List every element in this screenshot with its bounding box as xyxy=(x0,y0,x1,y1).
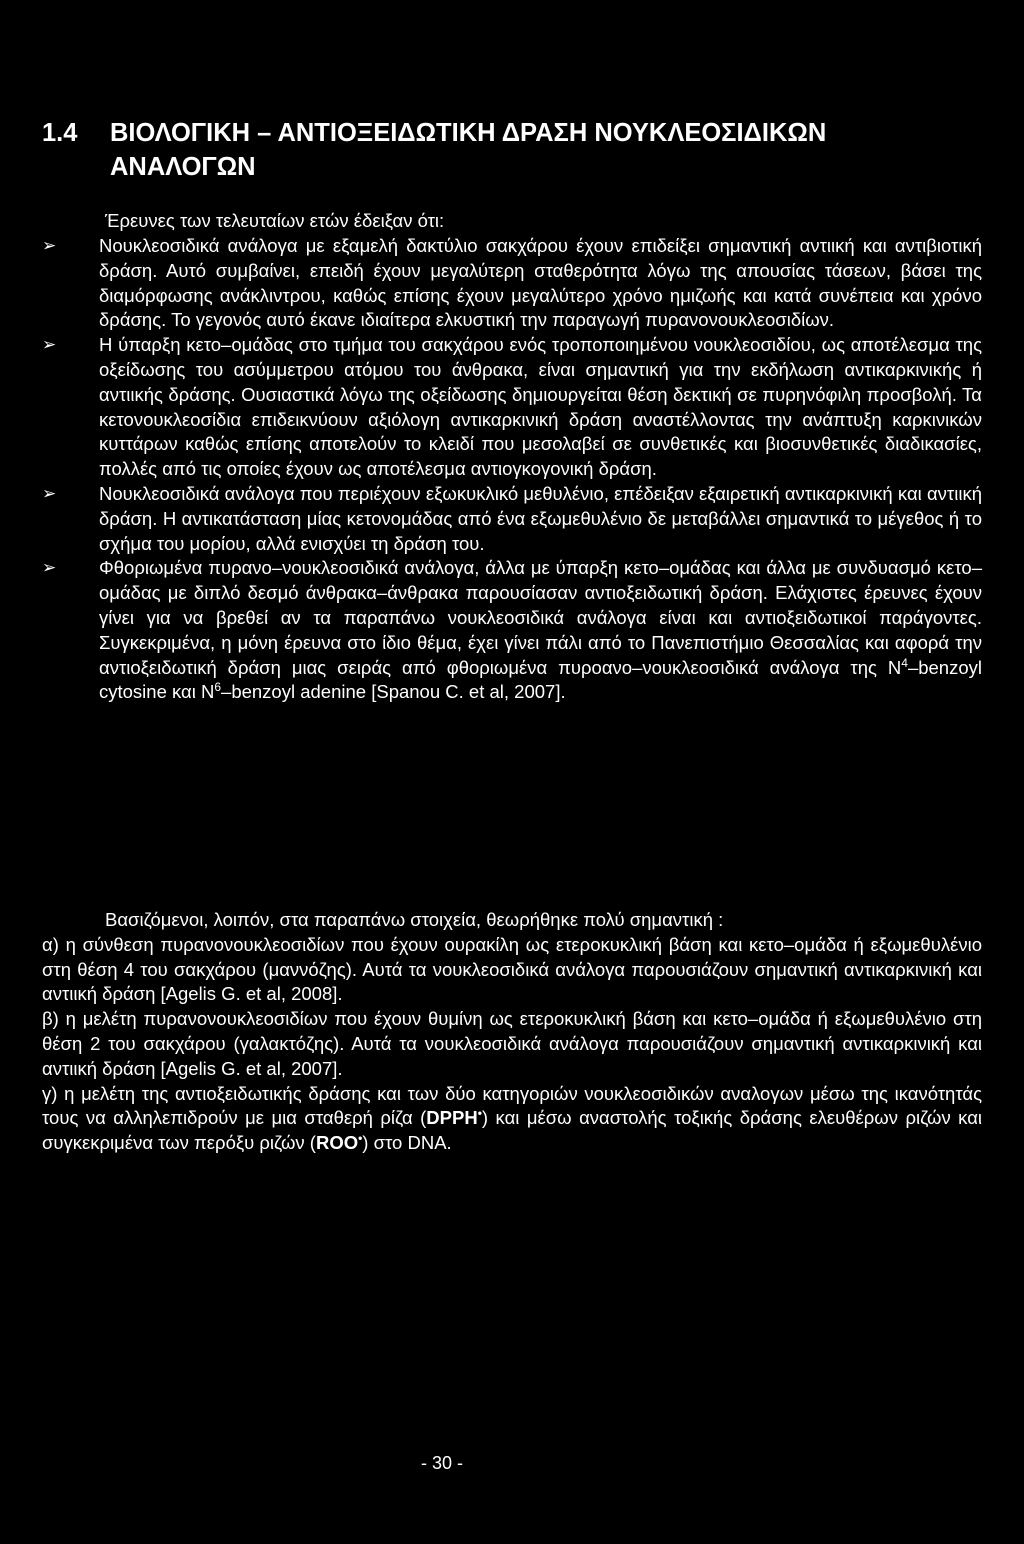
intro-paragraph: Έρευνες των τελευταίων ετών έδειξαν ότι: xyxy=(105,210,445,231)
section-title-line-1: ΒΙΟΛΟΓΙΚΗ – ΑΝΤΙΟΞΕΙΔΩΤΙΚΗ ΔΡΑΣΗ ΝΟΥΚΛΕΟΣΙΔΙΚΩΝ xyxy=(110,119,827,147)
conclusion-text-part: ) στο DNA. xyxy=(362,1132,452,1154)
conclusion-item-c xyxy=(42,1082,982,1156)
section-number: 1.4 xyxy=(42,119,78,147)
list-item-text xyxy=(99,557,982,702)
conclusions-section xyxy=(42,908,982,1156)
list-item xyxy=(42,234,982,333)
conclusion-item-b: β) η μελέτη πυρανονουκλεοσιδίων που έχουν θυμίνη ως ετεροκυκλική βάση και κετο–ομάδα ή εξωμεθυλένιο στη θέση 2 του σακχάρου (γαλακτόζης). Αυτά τα νουκλεοσιδικά ανάλογα παρουσιάζουν σημαντική αντικαρκινική και αντιική δράση [Agelis G. et al, 2007]. xyxy=(42,1008,982,1079)
section-title-line-2: ΑΝΑΛΟΓΩΝ xyxy=(110,153,256,181)
page-number xyxy=(0,1452,884,1474)
arrow-bullet-icon: ➢ xyxy=(42,335,57,355)
arrow-bullet-icon: ➢ xyxy=(42,236,57,255)
conclusion-text-part: ) και μέσω αναστολής τοξικής δράσης ελευθέρων ριζών και συγκεκριμένα των περόξυ ριζών ( xyxy=(42,1107,983,1154)
roo-label xyxy=(316,1132,362,1153)
conclusions-lead: Βασιζόμενοι, λοιπόν, στα παραπάνω στοιχεία, θεωρήθηκε πολύ σημαντική : xyxy=(105,909,724,930)
dpph-label xyxy=(426,1107,482,1128)
page-number-text: - 30 - xyxy=(420,1453,463,1473)
list-item xyxy=(42,482,982,556)
section-heading xyxy=(42,116,902,184)
list-item xyxy=(42,556,982,705)
radical-dot: • xyxy=(358,1131,363,1146)
findings-list xyxy=(42,234,982,705)
superscript: 6 xyxy=(214,680,222,695)
list-item-text-part: –benzoyl cytosine και N xyxy=(99,656,982,703)
radical-dot: • xyxy=(477,1106,482,1121)
list-item-text-part: Φθοριωμένα πυρανο–νουκλεοσιδικά ανάλογα, άλλα με ύπαρξη κετο–ομάδας και άλλα με συνδυασμό κετο–ομάδας με διπλό δεσμό άνθρακα–άνθρακα παρουσίασαν αντιοξειδωτική δράση. Ελάχιστες έρευνες έχουν γίνει για να βρεθεί αν τα παραπάνω νουκλεοσιδικά ανάλογα είναι και αντιοξειδωτικοί παράγοντες. Συγκεκριμένα, η μόνη έρευνα στο ίδιο θέμα, έχει γίνει πάλι από το Πανεπιστήμιο Θεσσαλίας και αφορά την αντιοξειδωτική δράση μιας σειράς από φθοριωμένα πυροανο–νουκλεοσιδικά ανάλογα της N xyxy=(99,557,982,678)
list-item-text: Νουκλεοσιδικά ανάλογα που περιέχουν εξωκυκλικό μεθυλένιο, επέδειξαν εξαιρετική αντικαρκινική και αντιική δράση. Η αντικατάσταση μίας κετονομάδας από ένα εξωμεθυλένιο δε μεταβάλλει σημαντικά το μέγεθος ή το σχήμα του μορίου, αλλά ενισχύει τη δράση του. xyxy=(99,482,982,554)
conclusion-text-part: γ) η μελέτη της αντιοξειδωτικής δράσης και των δύο κατηγοριών νουκλεοσιδικών αναλογων μέσω της ικανότητάς τους να αλληλεπιδρούν με μια σταθερή ρίζα ( xyxy=(42,1082,982,1129)
list-item-text-part: –benzoyl adenine [Spanou C. et al, 2007]. xyxy=(221,681,566,703)
list-item xyxy=(42,333,982,482)
list-item-text: Η ύπαρξη κετο–ομάδας στο τμήμα του σακχάρου ενός τροποποιημένου νουκλεοσιδίου, ως αποτέλεσμα της οξείδωσης του ασύμμετρου ατόμου του άνθρακα, είναι σημαντική για την εκδήλωση αντικαρκινικής ή αντιικής δράσης. Ουσιαστικά λόγω της οξείδωσης δημιουργείται θέση δεκτική σε πυρηνόφιλη προσβολή. Τα κετονουκλεοσίδια επιδεικνύουν αξιόλογη αντικαρκινική δράση αναστέλλοντας την ανάπτυξη καρκινικών κυττάρων καθώς επίσης αποτελούν το κλειδί που μεσολαβεί σε συνθετικές και βιοσυνθετικές διαδικασίες, πολλές από τις οποίες έχουν ως αποτέλεσμα αντιογκογονική δράση. xyxy=(99,334,982,480)
roo-text: ROO xyxy=(315,1132,359,1154)
list-item-text: Νουκλεοσιδικά ανάλογα με εξαμελή δακτύλιο σακχάρου έχουν επιδείξει σημαντική αντιική και αντιβιοτική δράση. Αυτό συμβαίνει, επειδή έχουν μεγαλύτερη σταθερότητα λόγω της απουσίας τάσεων, βάσει της διαμόρφωσης ανάκλιντρου, καθώς επίσης έχουν μεγαλύτερο χρόνο ημιζωής και κατά συνέπεια και χρόνο δράσης. Το γεγονός αυτό έκανε ιδιαίτερα ελκυστική την παραγωγή πυρανονουκλεοσιδίων. xyxy=(99,235,982,331)
dpph-text: DPPH xyxy=(426,1107,478,1129)
arrow-bullet-icon: ➢ xyxy=(42,558,57,578)
arrow-bullet-icon: ➢ xyxy=(42,483,57,503)
superscript: 4 xyxy=(901,655,908,670)
conclusion-item-a: α) η σύνθεση πυρανονουκλεοσιδίων που έχουν ουρακίλη ως ετεροκυκλική βάση και κετο–ομάδα ή εξωμεθυλένιο στη θέση 4 του σακχάρου (μαννόζης). Αυτά τα νουκλεοσιδικά ανάλογα παρουσιάζουν σημαντική αντικαρκινική και αντιική δράση [Agelis G. et al, 2008]. xyxy=(42,933,982,1005)
